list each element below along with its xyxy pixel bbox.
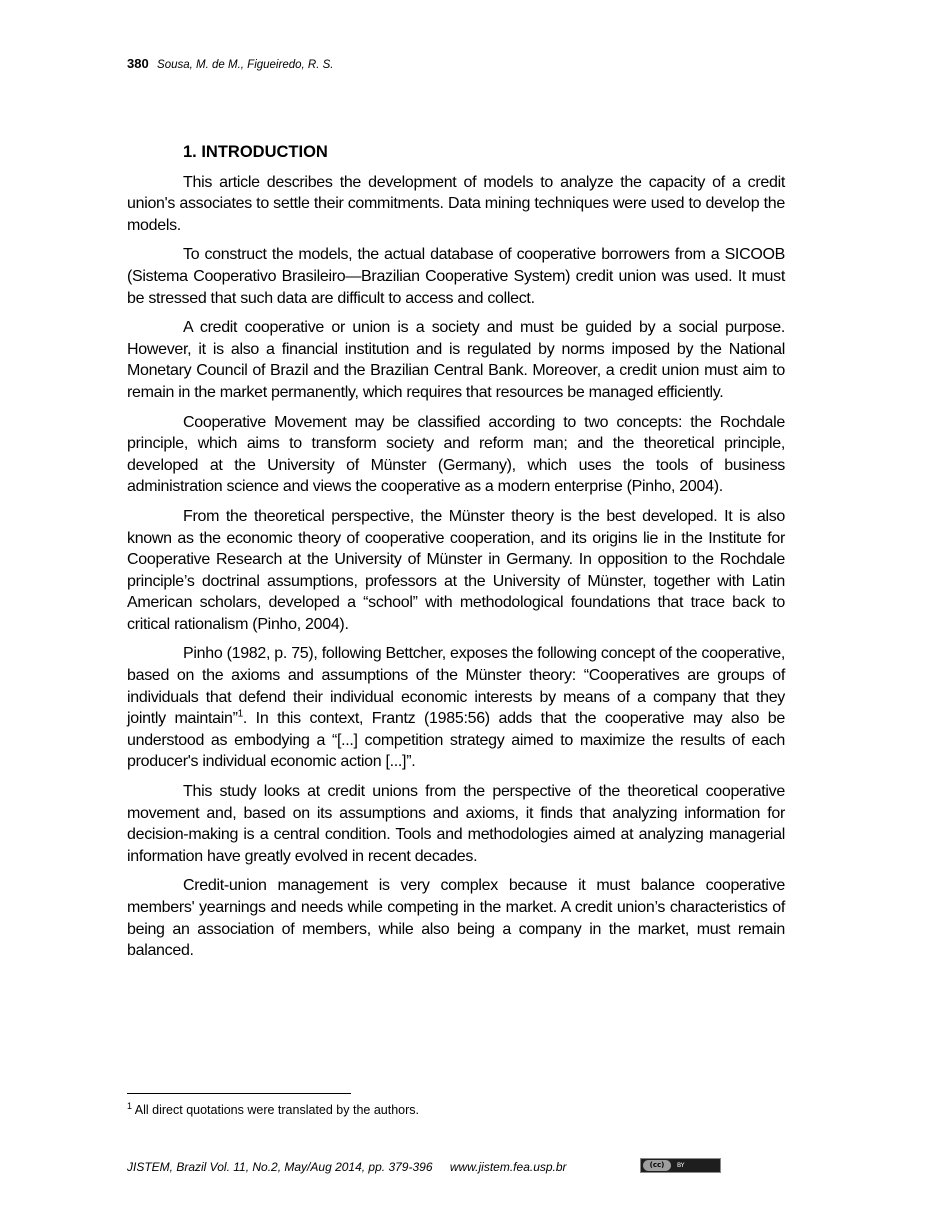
page-footer [127,1160,567,1174]
journal-citation: JISTEM, Brazil Vol. 11, No.2, May/Aug 2014, pp. 379-396 [127,1160,433,1174]
paragraph-3: A credit cooperative or union is a society and must be guided by a social purpose. However, it is also a financial institution and is regulated by norms imposed by the National Monetary Council of Brazil and the Brazilian Central Bank. Moreover, a credit union must aim to remain in the market permanently, which requires that resources be managed efficiently. [127,319,785,401]
paragraph-7: This study looks at credit unions from the perspective of the theoretical cooperative movement and, based on its assumptions and axioms, it finds that analyzing information for decision-making is a central condition. Tools and methodologies aimed at analyzing managerial information have greatly evolved in recent decades. [127,783,785,865]
paragraph-6-rest: . In this context, Frantz (1985:56) adds that the cooperative may also be understood as embodying a “[...] competition strategy aimed to maximize the results of each producer's individual economic action [...]”. [127,710,785,771]
section-heading: 1. INTRODUCTION [183,143,328,161]
page-number: 380 [127,56,149,71]
paragraph-5: From the theoretical perspective, the Münster theory is the best developed. It is also known as the economic theory of cooperative cooperation, and its origins lie in the Institute for Cooperative Research at the University of Münster in Germany. In opposition to the Rochdale principle’s doctrinal assumptions, professors at the University of Münster, together with Latin American scholars, developed a “school” with methodological foundations that trace back to critical rationalism (Pinho, 2004). [127,507,785,633]
paragraph-2: To construct the models, the actual database of cooperative borrowers from a SICOOB (Sistema Cooperativo Brasileiro—Brazilian Cooperative System) credit union was used. It must be stressed that such data are difficult to access and collect. [127,246,785,307]
running-authors: Sousa, M. de M., Figueiredo, R. S. [157,59,334,71]
journal-url-link[interactable]: www.jistem.fea.usp.br [449,1160,567,1174]
cc-logo-icon: (cc) [643,1160,671,1171]
paragraph-1: This article describes the development of models to analyze the capacity of a credit union's associates to settle their commitments. Data mining techniques were used to develop the models. [127,173,785,234]
footnote [127,1101,419,1117]
paragraph-6 [127,643,785,773]
footnote-reference[interactable]: 1 [237,708,243,720]
paragraph-8: Credit-union management is very complex because it must balance cooperative members' yearnings and needs while competing in the market. A credit union’s characteristics of being an association of members, while also being a company in the market, must remain balanced. [127,877,785,960]
footnote-marker: 1 [127,1101,133,1111]
footnote-text: All direct quotations were translated by the authors. [132,1103,419,1118]
article-body [127,142,785,970]
paragraph-4: Cooperative Movement may be classified according to two concepts: the Rochdale principle, which aims to transform society and reform man; and the theoretical principle, developed at the University of Münster (Germany), which uses the tools of business administration science and views the cooperative as a modern enterprise (Pinho, 2004). [127,413,785,496]
cc-by-license-icon[interactable] [640,1158,721,1173]
running-header [127,56,333,71]
paragraph-6-quote: Pinho (1982, p. 75), following Bettcher, exposes the following concept of the cooperative, based on the axioms and assumptions of the Münster theory: “Cooperatives are groups of individuals that defend their individual economic interests by means of a company that they jointly maintain” [127,645,785,728]
footnote-divider [127,1093,351,1094]
by-label: BY [677,1162,685,1169]
